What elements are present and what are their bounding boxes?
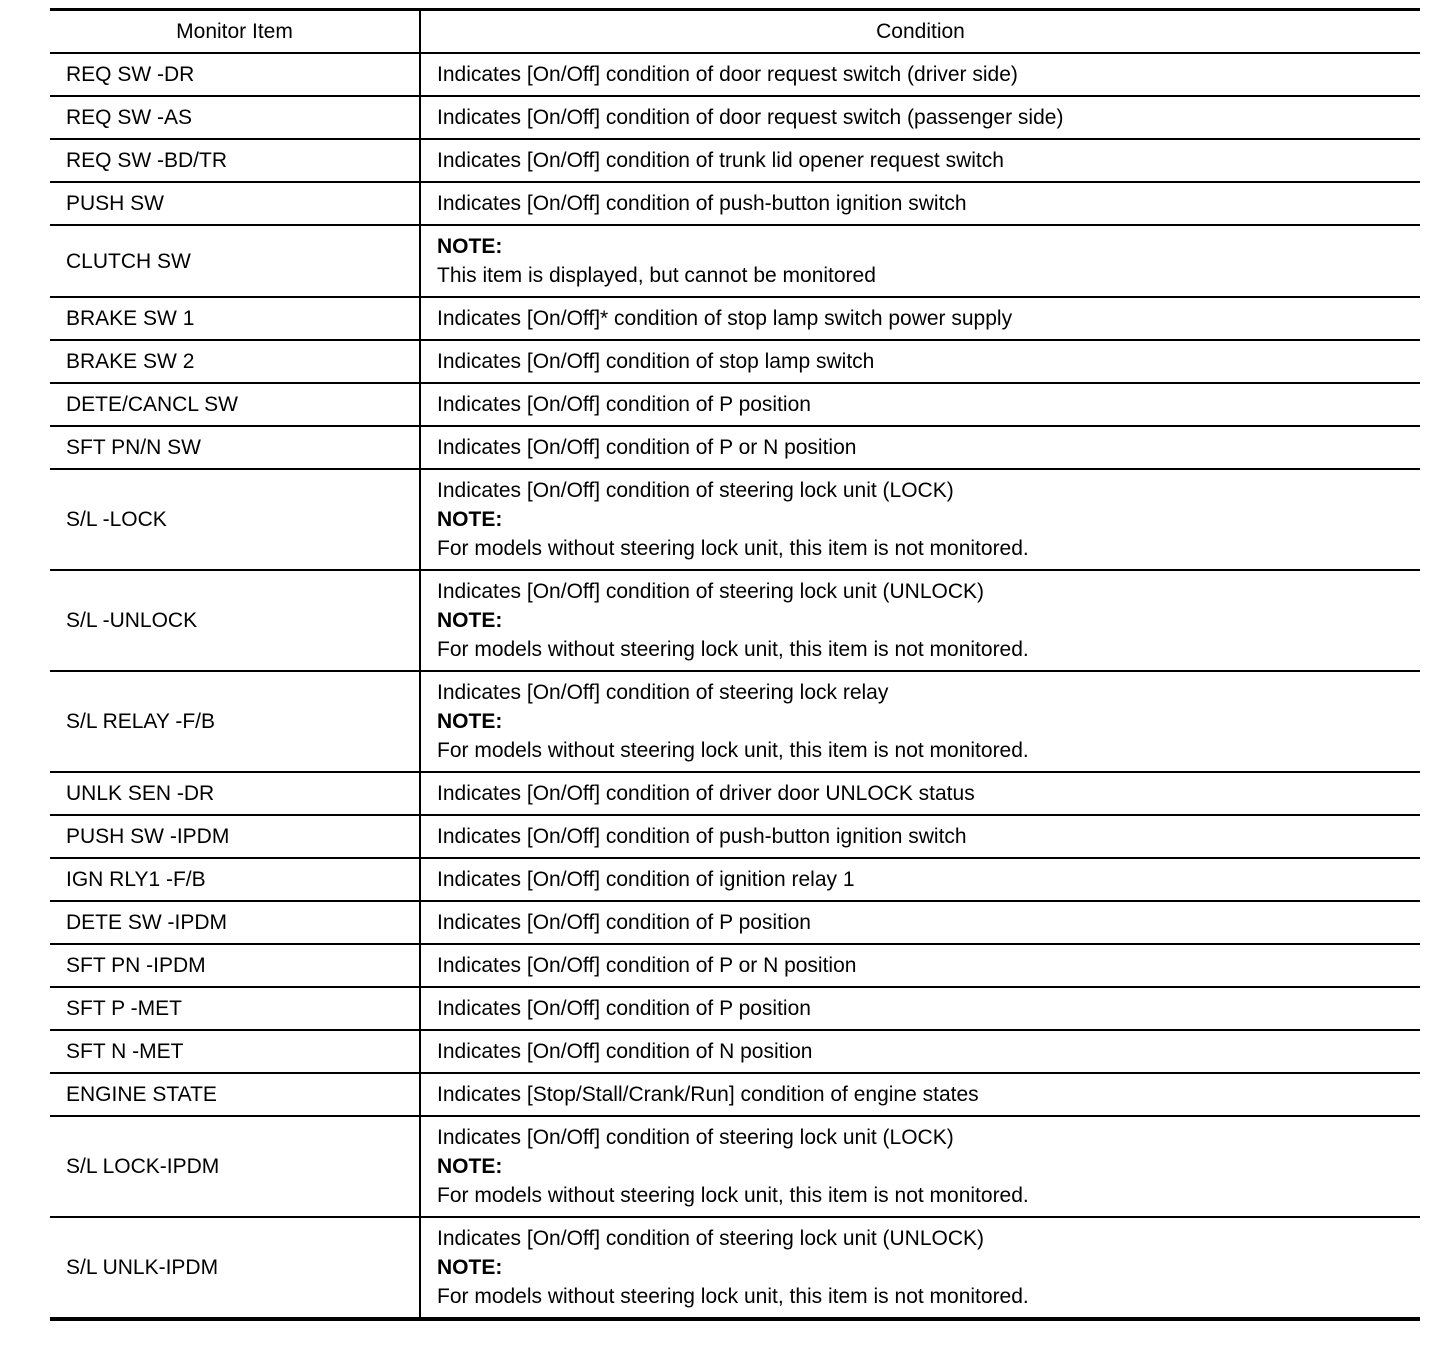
condition-text: Indicates [On/Off] condition of P or N position [437,436,857,459]
table-row [50,858,1420,901]
condition-text: Indicates [On/Off] condition of steering lock unit (LOCK) [437,1126,954,1149]
monitor-item-cell: REQ SW -BD/TR [50,139,420,182]
condition-text: Indicates [On/Off] condition of P or N position [437,954,857,977]
monitor-item-cell: SFT P -MET [50,987,420,1030]
condition-text: Indicates [On/Off] condition of push-button ignition switch [437,192,967,215]
condition-text: Indicates [On/Off] condition of steering lock unit (UNLOCK) [437,580,985,603]
condition-text: Indicates [On/Off] condition of steering lock relay [437,681,889,704]
note-label: NOTE: [437,508,503,531]
table-row [50,1030,1420,1073]
condition-cell [420,815,1420,858]
condition-text: Indicates [On/Off] condition of driver door UNLOCK status [437,782,975,805]
condition-text: Indicates [On/Off] condition of steering lock unit (LOCK) [437,479,954,502]
header-monitor-item: Monitor Item [50,10,420,54]
condition-cell [420,426,1420,469]
condition-cell [420,1217,1420,1319]
condition-text: Indicates [On/Off] condition of P position [437,997,811,1020]
monitor-item-cell: S/L UNLK-IPDM [50,1217,420,1319]
condition-text: Indicates [On/Off] condition of ignition relay 1 [437,868,855,891]
condition-text: Indicates [On/Off] condition of P position [437,911,811,934]
table-row [50,815,1420,858]
table-row [50,53,1420,96]
condition-cell [420,225,1420,297]
condition-cell [420,987,1420,1030]
condition-text: For models without steering lock unit, this item is not monitored. [437,537,1029,560]
monitor-item-table [50,8,1420,1321]
condition-text: Indicates [On/Off]* condition of stop lamp switch power supply [437,307,1013,330]
table-row [50,1116,1420,1217]
table-row [50,297,1420,340]
monitor-item-cell: ENGINE STATE [50,1073,420,1116]
condition-cell [420,858,1420,901]
table-row [50,96,1420,139]
note-label: NOTE: [437,235,503,258]
note-label: NOTE: [437,1155,503,1178]
header-row [50,10,1420,54]
condition-text: Indicates [On/Off] condition of trunk lid opener request switch [437,149,1004,172]
monitor-item-cell: S/L RELAY -F/B [50,671,420,772]
monitor-item-cell: DETE SW -IPDM [50,901,420,944]
monitor-item-cell: DETE/CANCL SW [50,383,420,426]
table-row [50,1073,1420,1116]
monitor-item-cell: SFT N -MET [50,1030,420,1073]
monitor-item-cell: SFT PN/N SW [50,426,420,469]
condition-text: Indicates [On/Off] condition of door request switch (driver side) [437,63,1018,86]
condition-text: For models without steering lock unit, this item is not monitored. [437,739,1029,762]
condition-cell [420,53,1420,96]
table-row [50,182,1420,225]
monitor-item-cell: BRAKE SW 1 [50,297,420,340]
condition-cell [420,1030,1420,1073]
condition-text: Indicates [On/Off] condition of door request switch (passenger side) [437,106,1064,129]
condition-text: Indicates [On/Off] condition of steering lock unit (UNLOCK) [437,1227,985,1250]
table-row [50,426,1420,469]
monitor-item-cell: S/L -LOCK [50,469,420,570]
header-condition: Condition [420,10,1420,54]
condition-cell [420,1073,1420,1116]
condition-cell [420,383,1420,426]
table-row [50,340,1420,383]
table-row [50,225,1420,297]
table-row [50,987,1420,1030]
condition-text: Indicates [Stop/Stall/Crank/Run] condition of engine states [437,1083,979,1106]
condition-cell [420,96,1420,139]
monitor-item-cell: PUSH SW [50,182,420,225]
condition-cell [420,340,1420,383]
table-row [50,1217,1420,1319]
condition-text: Indicates [On/Off] condition of push-button ignition switch [437,825,967,848]
monitor-item-cell: S/L -UNLOCK [50,570,420,671]
monitor-item-cell: CLUTCH SW [50,225,420,297]
note-label: NOTE: [437,609,503,632]
table-row [50,671,1420,772]
monitor-item-cell: BRAKE SW 2 [50,340,420,383]
monitor-item-cell: PUSH SW -IPDM [50,815,420,858]
condition-text: For models without steering lock unit, this item is not monitored. [437,638,1029,661]
monitor-item-cell: S/L LOCK-IPDM [50,1116,420,1217]
condition-cell [420,297,1420,340]
table-row [50,772,1420,815]
condition-cell [420,182,1420,225]
monitor-item-cell: REQ SW -DR [50,53,420,96]
monitor-item-cell: SFT PN -IPDM [50,944,420,987]
monitor-item-cell: UNLK SEN -DR [50,772,420,815]
note-label: NOTE: [437,710,503,733]
condition-text: Indicates [On/Off] condition of N position [437,1040,813,1063]
table-row [50,570,1420,671]
condition-text: For models without steering lock unit, this item is not monitored. [437,1285,1029,1308]
condition-cell [420,901,1420,944]
table-row [50,901,1420,944]
table-row [50,139,1420,182]
condition-text: For models without steering lock unit, this item is not monitored. [437,1184,1029,1207]
condition-cell [420,570,1420,671]
table-row [50,383,1420,426]
condition-text: Indicates [On/Off] condition of P position [437,393,811,416]
table-row [50,469,1420,570]
condition-cell [420,469,1420,570]
condition-cell [420,772,1420,815]
monitor-item-cell: IGN RLY1 -F/B [50,858,420,901]
table-row [50,944,1420,987]
monitor-item-cell: REQ SW -AS [50,96,420,139]
condition-text: Indicates [On/Off] condition of stop lamp switch [437,350,875,373]
condition-cell [420,944,1420,987]
condition-text: This item is displayed, but cannot be monitored [437,264,876,287]
condition-cell [420,139,1420,182]
condition-cell [420,671,1420,772]
condition-cell [420,1116,1420,1217]
note-label: NOTE: [437,1256,503,1279]
table-body [50,53,1420,1319]
